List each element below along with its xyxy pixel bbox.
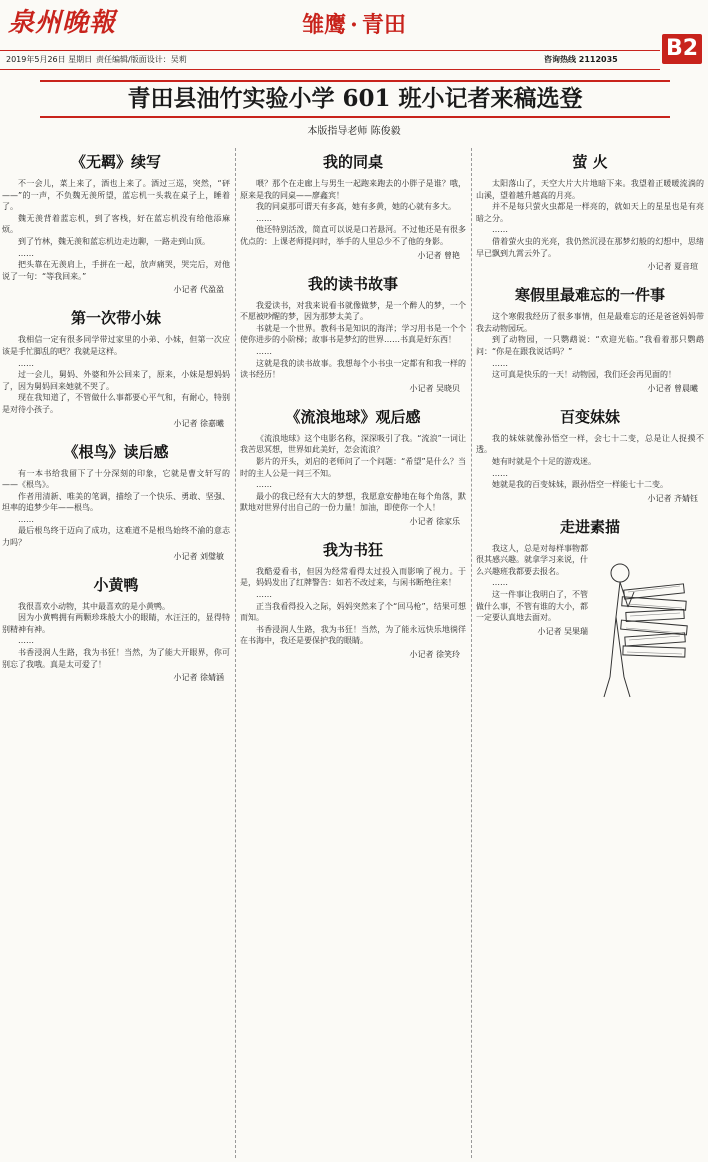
article-byline: 小记者 吴晓贝 [409,383,460,393]
article-paragraph: …… [492,468,508,478]
article-paragraph: 影片的开头，刘启的老师问了一个问题：“希望”是什么？当时的主人公是一问三不知。 [240,456,466,478]
advisor-credit: 本版指导老师 陈俊毅 [307,126,401,137]
hotline: 咨询热线 2112035 [544,55,618,64]
article-paragraph: 这一件事让我明白了，不管做什么事，不管有谁的大小，都一定要认真地去面对。 [476,590,588,623]
article-paragraph: 现在我知道了，不管做什么事都要心平气和，有耐心，特别是对待小孩子。 [2,393,230,414]
article-changing-sister [476,403,704,505]
column-divider [471,148,472,1158]
article-paragraph: 到了动物园，一只鹦鹉说：“欢迎光临。”我看着那只鹦鹉问：“你是在跟我说话吗？” [476,335,704,356]
article-firefly [476,148,704,273]
column-right [476,148,704,1158]
article-little-sister [2,304,230,429]
article-byline: 小记者 夏音瑄 [647,262,698,272]
article-title: 我的同桌 [322,153,383,171]
column-divider [235,148,236,1158]
article-paragraph: 过一会儿，舅妈、外婆和外公回来了，原来，小妹是想妈妈了，因为舅妈回来她就不哭了。 [2,370,230,391]
article-title: 我为书狂 [322,540,383,559]
article-paragraph: 魏无羡背着蓝忘机，到了客栈，好在蓝忘机没有给他添麻烦。 [2,213,230,235]
article-paragraph: …… [256,213,272,223]
article-title: 走进素描 [559,517,620,536]
page-banner [40,80,670,118]
article-title: 《流浪地球》观后感 [285,407,421,426]
column-middle [240,148,466,1158]
article-byline: 小记者 徐家乐 [409,516,460,526]
article-byline: 小记者 代盈盈 [173,285,224,295]
issue-date: 2019年5月26日 星期日 [6,55,93,64]
article-crazy-for-books [240,536,466,661]
section-name-b: 青田 [361,12,406,38]
column-left [2,148,230,1158]
article-paragraph: …… [18,358,34,368]
article-paragraph: 并不是每只萤火虫都是一样亮的，就如天上的星星也是有亮暗之分。 [476,202,704,223]
article-title: 寒假里最难忘的一件事 [514,286,665,305]
article-byline: 小记者 吴果瑞 [537,626,588,636]
article-yellow-duck [2,571,230,685]
article-paragraph: 最后根鸟终于迈向了成功，这难道不是根鸟始终不渝的意志力吗？ [2,526,230,548]
article-paragraph: 书就是一个世界。教科书是知识的海洋；学习用书是一个个使你进步的小阶梯；故事书是梦幻的世界……书真是好东西！ [240,323,466,345]
article-byline: 小记者 徐婧涵 [173,673,224,683]
article-paragraph: 他还特别活泼，简直可以说是口若悬河。不过他还是有很多优点的：上课老师提问时，举手的人里总少不了他的身影。 [240,225,466,246]
article-byline: 小记者 曾晨曦 [647,383,698,393]
article-paragraph: 太阳落山了，天空大片大片地暗下来。我望着正暖暖流淌的山溪，望着越升越高的月亮。 [476,179,704,200]
article-sketching [476,513,704,721]
article-paragraph: …… [492,225,508,235]
article-title: 百变妹妹 [559,407,620,426]
article-paragraph: 我这人，总是对每样事物都很其感兴趣。就拿学习来说，什么兴趣班我都要去报名。 [476,543,588,576]
article-wuji [2,148,230,296]
article-paragraph: 这个寒假我经历了很多事情，但是最难忘的还是爸爸妈妈带我去动物园玩。 [476,312,704,333]
article-title: 第一次带小妹 [70,309,161,328]
article-byline: 小记者 曾艳 [417,250,460,260]
article-byline: 小记者 徐笑玲 [409,650,460,660]
article-paragraph: 她就是我的百变妹妹，跟孙悟空一样能七十二变。 [492,480,668,490]
article-paragraph: 《流浪地球》这个电影名称，深深吸引了我。“流浪”一词让我苦思冥想，世界如此美好，怎会流浪？ [240,433,466,455]
article-paragraph: 我爱读书，对我来说看书就像做梦，是一个醉人的梦，一个不愿被吵醒的梦，因为那梦太美了。 [240,300,466,322]
article-byline: 小记者 刘璧敏 [173,551,224,561]
article-paragraph: …… [492,358,508,368]
article-byline: 小记者 徐嘉曦 [173,418,224,428]
article-paragraph: 借着萤火虫的光亮，我仍然沉浸在那梦幻般的幻想中，思绪早已飘到九霄云外了。 [476,236,704,258]
section-separator: · [350,12,358,38]
article-paragraph: 把头靠在无羡肩上，手拼在一起，放声痛哭，哭完后，对他说了一句：“等我回来。” [2,260,230,281]
issue-info-bar [0,50,660,70]
article-paragraph: …… [256,480,272,490]
article-paragraph: 我的妹妹就像孙悟空一样，会七十二变，总是让人捉摸不透。 [476,433,704,455]
article-title: 萤 火 [572,153,608,171]
article-paragraph: 书香浸润人生路，我为书狂！当然，为了能大开眼界，你可别忘了我哦。真是太可爱了！ [2,648,230,669]
article-paragraph: 不一会儿，菜上来了，酒也上来了。酒过三巡，突然，“砰——”的一声，不负魏无羡所望，蓝忘机一头栽在桌子上，睡着了。 [2,179,230,212]
article-paragraph: 正当我看得投入之际，妈妈突然来了个“回马枪”，结果可想而知。 [240,601,466,623]
article-paragraph: …… [18,636,34,646]
article-title: 我的读书故事 [307,274,398,293]
article-paragraph: 到了竹林，魏无羡和蓝忘机边走边聊，一路走到山顶。 [18,236,210,246]
article-paragraph: 我的同桌那可谓天有多高，她有多黄，她的心就有多大。 [256,202,456,212]
article-winter-vacation [476,281,704,395]
article-paragraph: …… [18,248,34,258]
article-byline: 小记者 齐婧钰 [647,493,698,503]
editor-credit: 责任编辑/版面设计：吴莉 [96,55,187,64]
article-reading-story [240,270,466,395]
article-paragraph: 书香浸润人生路，我为书狂！当然，为了能永远快乐地徜徉在书海中，我还是要保护我的眼睛。 [240,624,466,646]
page-title: 青田县油竹实验小学 601 班小记者来稿选登 [127,85,583,112]
article-deskmate [240,148,466,262]
article-title: 小黄鸭 [93,575,139,594]
newspaper-logo: 泉州晚報 [8,8,117,38]
article-paragraph: 喂？那个在走廊上与男生一起跑来跑去的小胖子是谁？哦，原来是我的同桌——廖鑫宾！ [240,179,466,200]
article-wandering-earth [240,403,466,528]
article-paragraph: …… [492,578,508,588]
article-paragraph: 这可真是快乐的一天！动物园，我们还会再见面的！ [492,370,676,380]
article-paragraph: 这就是我的读书故事。我想每个小书虫一定都有和我一样的读书经历！ [240,358,466,380]
article-paragraph: 我相信一定有很多同学带过家里的小弟、小妹，但第一次应该是手忙脚乱的吧？我就是这样。 [2,335,230,356]
section-name-a: 雏鹰 [302,12,347,38]
page-code-badge: B2 [662,34,702,64]
section-name [0,8,708,39]
book-stack-sketch-icon [594,547,704,717]
article-paragraph: 她有时就是个十足的游戏迷。 [492,456,596,466]
article-root-bird [2,438,230,563]
article-paragraph: 有一本书给我留下了十分深刻的印象，它就是曹文轩写的——《根鸟》。 [2,468,230,490]
article-paragraph: 我酷爱看书，但因为经常看得太过投入而影响了视力。于是，妈妈发出了红牌警告：如若不改过来，与闲书断绝往来！ [240,566,466,588]
article-paragraph: …… [18,514,34,524]
article-paragraph: 因为小黄鸭拥有两颗珍珠般大小的眼睛，水汪汪的，显得特别精神有神。 [2,613,230,634]
article-title: 《无羁》续写 [70,153,161,171]
article-paragraph: …… [256,346,272,356]
article-title: 《根鸟》读后感 [63,442,169,461]
article-paragraph: 我很喜欢小动物，其中最喜欢的是小黄鸭。 [18,601,170,611]
article-paragraph: 最小的我已经有大大的梦想，我愿意安静地在每个角落，默默地对世界付出自己的一份力量！加油，即使你一个人！ [240,491,466,513]
article-paragraph: 作者用清新、唯美的笔调，描绘了一个快乐、勇敢、坚强、坦率的追梦少年——根鸟。 [2,491,230,513]
article-paragraph: …… [256,590,272,600]
